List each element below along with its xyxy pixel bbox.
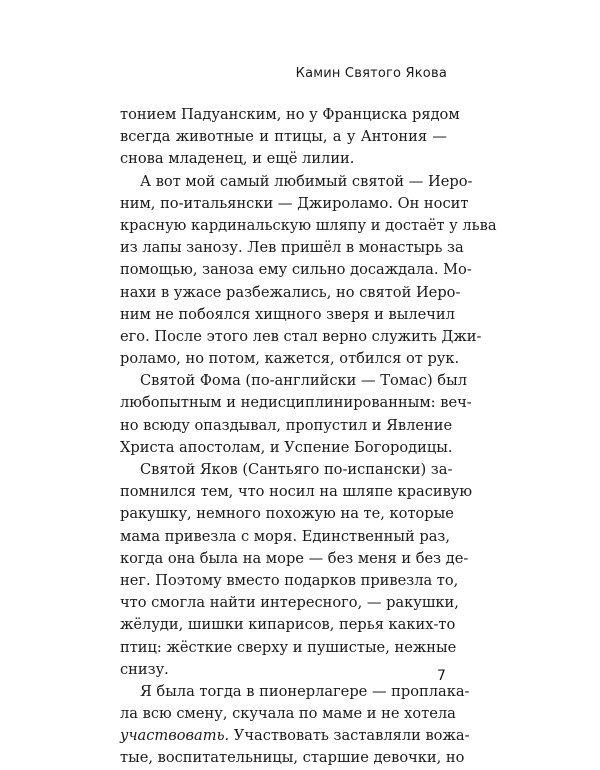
- text-line-rest: Участвовать заставляли вожа-: [229, 727, 470, 745]
- text-line: ним не побоялся хищного зверя и вылечил: [120, 305, 455, 323]
- text-line: А вот мой самый любимый святой — Иеро-: [140, 172, 473, 190]
- text-line: снизу.: [120, 660, 169, 678]
- page-number: 7: [437, 668, 446, 684]
- text-line: ракушку, немного похожую на те, которые: [120, 505, 454, 523]
- text-line: ним, по-итальянски — Джироламо. Он носит: [120, 194, 469, 212]
- text-line: снова младенец, и ещё лилии.: [120, 150, 355, 168]
- text-line: Я была тогда в пионерлагере — проплака-: [140, 682, 470, 700]
- text-line: красную кардинальскую шляпу и достаёт у льва: [120, 216, 497, 234]
- text-line: Святой Фома (по-английски — Томас) был: [140, 372, 467, 390]
- text-line: мама привезла с моря. Единственный раз,: [120, 527, 451, 545]
- text-line: тые, воспитательницы, старшие девочки, но: [120, 749, 465, 767]
- text-line: всегда животные и птицы, а у Антония —: [120, 128, 447, 146]
- text-line: его. После этого лев стал верно служить Джи-: [120, 327, 482, 345]
- text-line: жёлуди, шишки кипарисов, перья каких-то: [120, 616, 456, 634]
- text-line: когда она была на море — без меня и без де-: [120, 549, 469, 567]
- text-line: что смогла найти интересного, — ракушки,: [120, 594, 459, 612]
- text-line: ла всю смену, скучала по маме и не хотела: [120, 705, 456, 723]
- text-line: нахи в ужасе разбежались, но святой Иеро-: [120, 283, 461, 301]
- text-line: из лапы занозу. Лев пришёл в монастырь за: [120, 239, 464, 257]
- text-line: любопытным и недисциплинированным: веч-: [120, 394, 472, 412]
- text-line: птиц: жёсткие сверху и пушистые, нежные: [120, 638, 457, 656]
- text-line: но всюду опаздывал, пропустил и Явление: [120, 416, 453, 434]
- running-header: Камин Святого Якова: [295, 66, 447, 81]
- text-line: помощью, заноза ему сильно досаждала. Мо-: [120, 261, 472, 279]
- body-text: [120, 104, 497, 770]
- text-line: роламо, но потом, кажется, отбился от рук.: [120, 350, 460, 368]
- text-line-italic-start: [120, 725, 470, 747]
- italic-word: участвовать.: [120, 727, 230, 745]
- text-line: нег. Поэтому вместо подарков привезла то,: [120, 571, 459, 589]
- text-line: тонием Падуанским, но у Франциска рядом: [120, 106, 460, 123]
- text-line: Святой Яков (Сантьяго по-испански) за-: [140, 461, 453, 478]
- text-line: помнился тем, что носил на шляпе красивую: [120, 483, 473, 501]
- text-line: Христа апостолам, и Успение Богородицы.: [120, 438, 453, 456]
